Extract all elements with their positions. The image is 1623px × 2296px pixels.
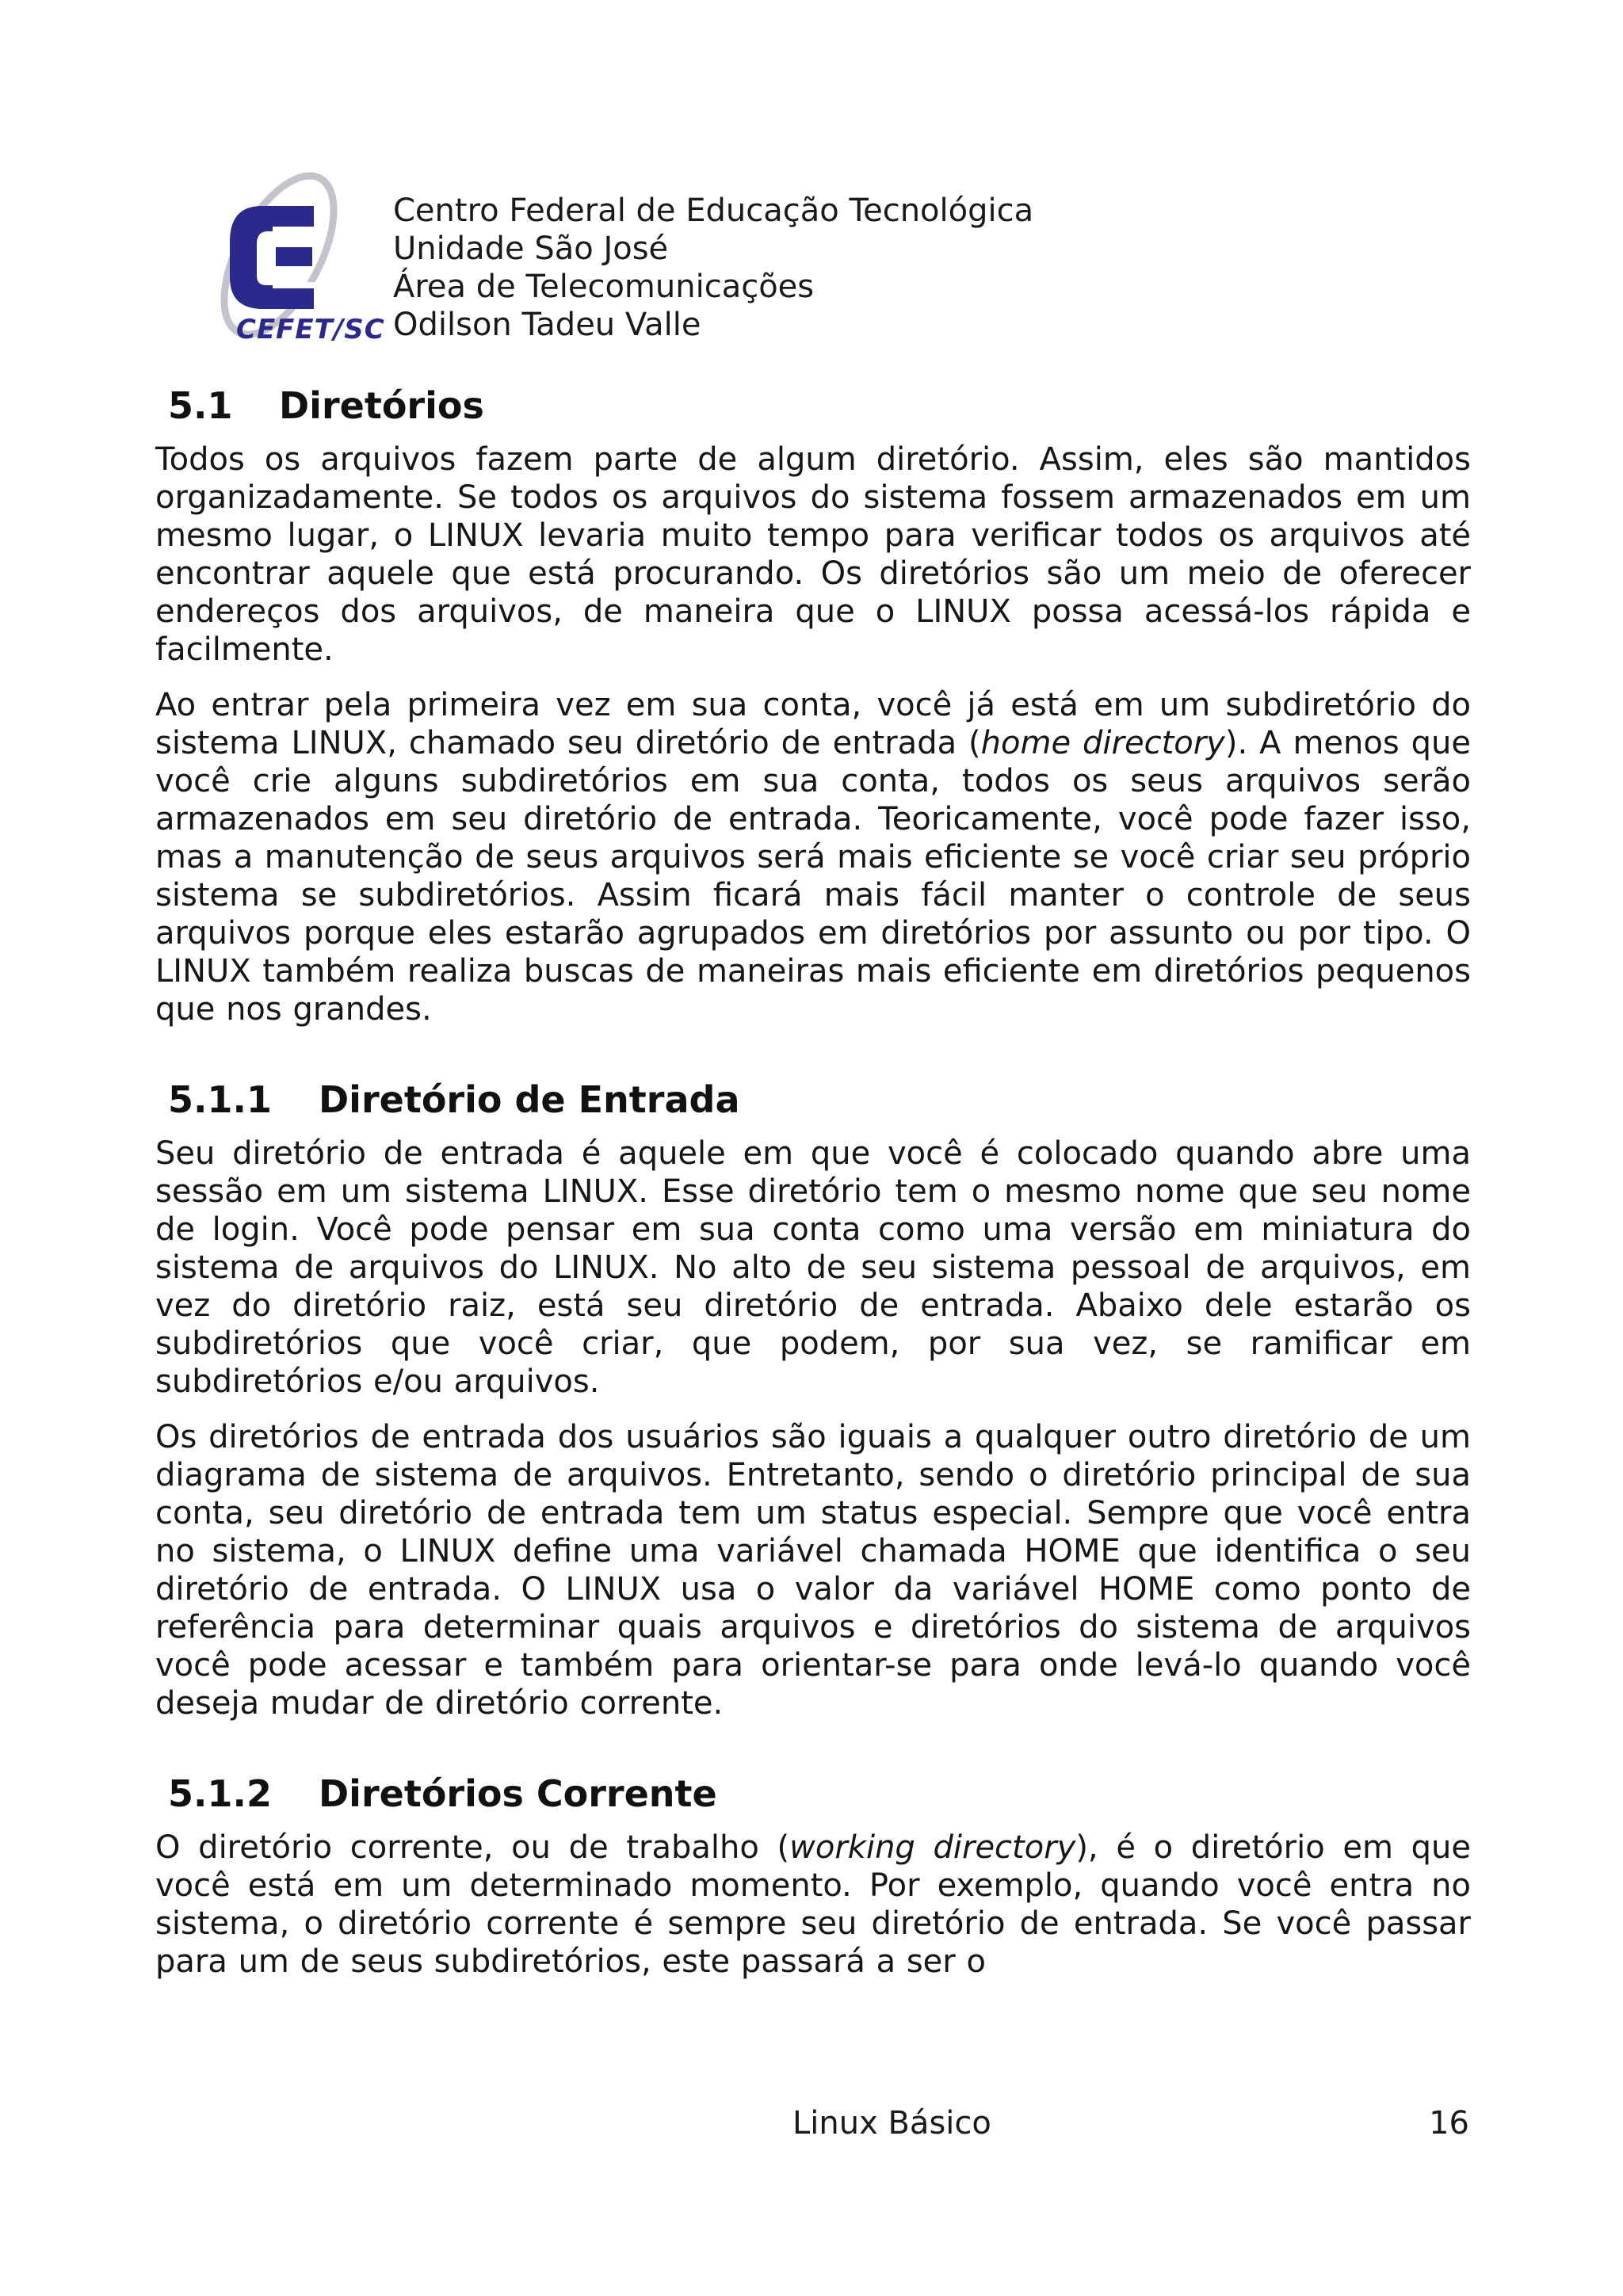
paragraph: Todos os arquivos fazem parte de algum diretório. Assim, eles são mantidos organizadamente. Se todos os arquivos do sistema fossem armazenados em um mesmo lugar, o LINUX levaria muito tempo para verificar todos os arquivos até encontrar aquele que está procurando. Os diretórios são um meio de oferecer endereços dos arquivos, de maneira que o LINUX possa acessá-los rápida e facilmente.: [155, 441, 1471, 668]
section-number: 5.1.2: [168, 1772, 272, 1815]
cefet-sc-logo: [190, 158, 384, 352]
paragraph-text: Ao entrar pela primeira vez em sua conta, você já está em um subdiretório do sistema LINUX, chamado seu diretório de entrada (: [155, 687, 1471, 761]
footer-document-title: Linux Básico: [792, 2105, 991, 2142]
unit-name: Unidade São José: [393, 231, 669, 267]
section-heading-5-1-1: [155, 1076, 1471, 1123]
institution-header: [190, 158, 1062, 357]
section-heading-5-1: [155, 382, 1471, 429]
page-footer: [0, 2101, 1623, 2145]
emphasis-term: home directory: [980, 725, 1225, 761]
document-body: [155, 382, 1471, 1981]
section-title: Diretório de Entrada: [319, 1078, 740, 1121]
paragraph: [155, 686, 1471, 1028]
author-name: Odilson Tadeu Valle: [393, 307, 701, 343]
section-heading-5-1-2: [155, 1770, 1471, 1817]
paragraph: Seu diretório de entrada é aquele em que você é colocado quando abre uma sessão em um sistema LINUX. Esse diretório tem o mesmo nome que seu nome de login. Você pode pensar em sua conta como uma versão em miniatura do sistema de arquivos do LINUX. No alto de seu sistema pessoal de arquivos, em vez do diretório raiz, está seu diretório de entrada. Abaixo dele estarão os subdiretórios que você criar, que podem, por sua vez, se ramificar em subdiretórios e/ou arquivos.: [155, 1135, 1471, 1400]
paragraph-text: ), é o diretório em que você está em um determinado momento. Por exemplo, quando você entra no sistema, o diretório corrente é sempre seu diretório de entrada. Se você passar para um de seus subdiretórios, este passará a ser o: [155, 1829, 1471, 1980]
section-number: 5.1: [168, 384, 233, 427]
section-title: Diretórios Corrente: [319, 1772, 717, 1815]
institution-name: Centro Federal de Educação Tecnológica: [393, 193, 1034, 229]
logo-wordmark: CEFET/SC: [236, 314, 385, 345]
paragraph: Os diretórios de entrada dos usuários são iguais a qualquer outro diretório de um diagrama de sistema de arquivos. Entretanto, sendo o diretório principal de sua conta, seu diretório de entrada tem um status especial. Sempre que você entra no sistema, o LINUX define uma variável chamada HOME que identifica o seu diretório de entrada. O LINUX usa o valor da variável HOME como ponto de referência para determinar quais arquivos e diretórios do sistema de arquivos você pode acessar e também para orientar-se para onde levá-lo quando você deseja mudar de diretório corrente.: [155, 1419, 1471, 1722]
paragraph: [155, 1829, 1471, 1981]
section-title: Diretórios: [279, 384, 484, 427]
paragraph-text: O diretório corrente, ou de trabalho (: [155, 1829, 790, 1866]
paragraph-text: ). A menos que você crie alguns subdiretórios em sua conta, todos os seus arquivos serão armazenados em seu diretório de entrada. Teoricamente, você pode fazer isso, mas a manutenção de seus arquivos será mais eficiente se você criar seu próprio sistema se subdiretórios. Assim ficará mais fácil manter o controle de seus arquivos porque eles estarão agrupados em diretórios por assunto ou por tipo. O LINUX também realiza buscas de maneiras mais eficiente em diretórios pequenos que nos grandes.: [155, 725, 1472, 1028]
section-number: 5.1.1: [168, 1078, 272, 1121]
page-number: 16: [1429, 2105, 1469, 2142]
emphasis-term: working directory: [789, 1829, 1076, 1866]
area-name: Área de Telecomunicações: [393, 269, 815, 305]
institution-lines: [393, 192, 1033, 344]
